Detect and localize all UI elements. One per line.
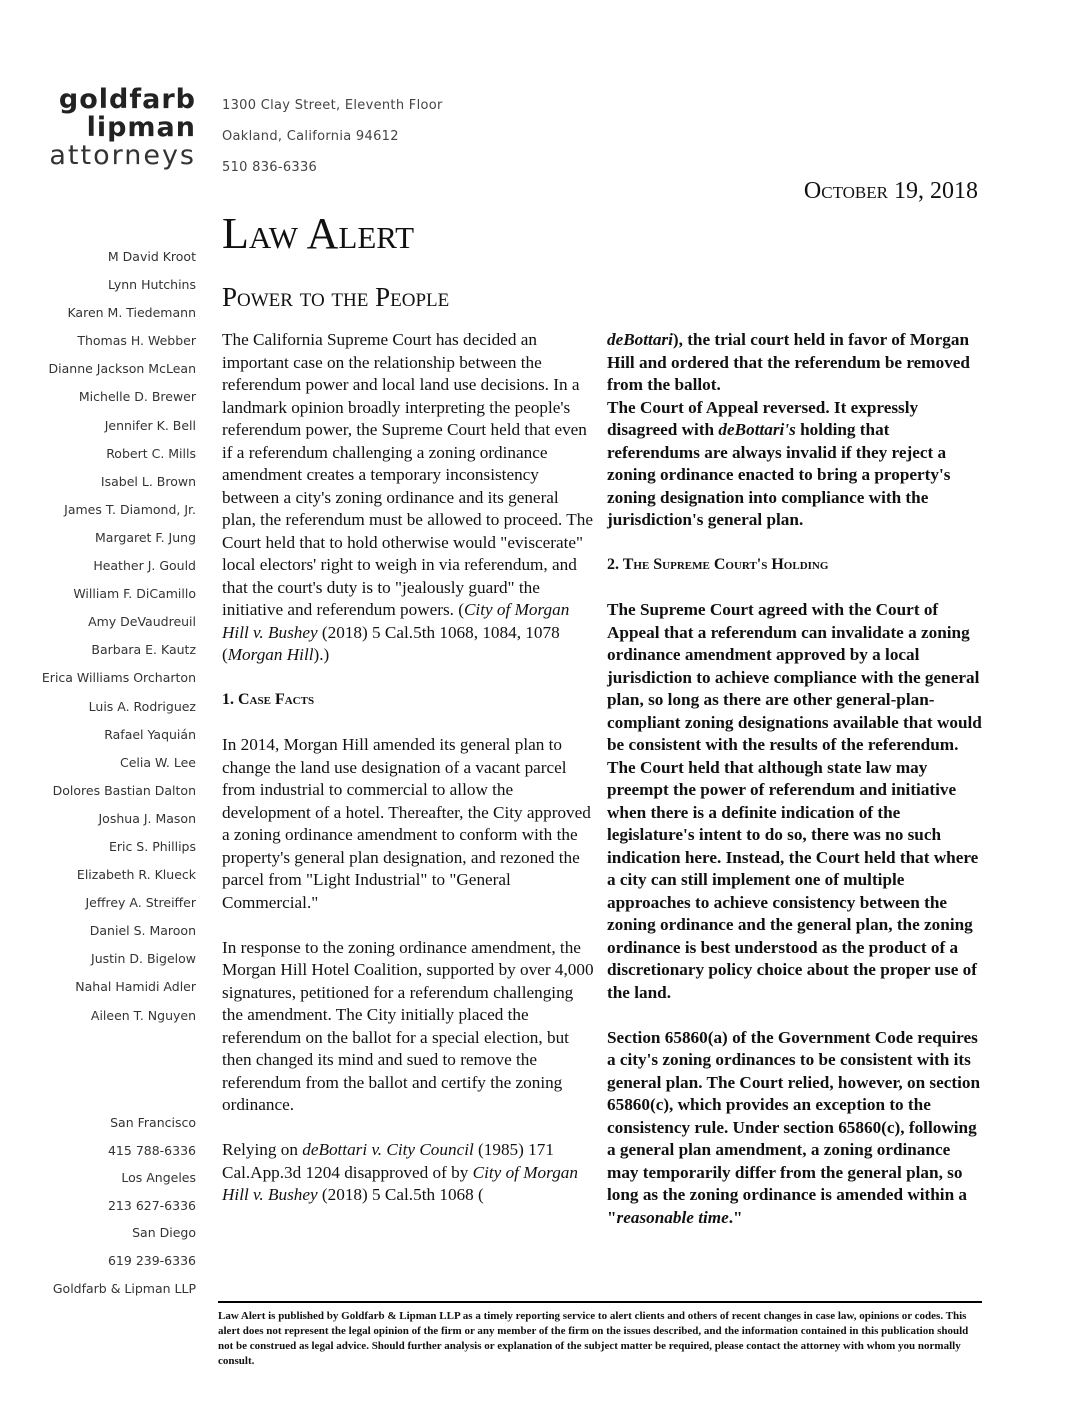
article-title: Power to the People xyxy=(222,282,450,312)
logo-attorneys: attorneys xyxy=(49,140,196,171)
attorney-name: Erica Williams Orcharton xyxy=(41,670,196,686)
attorney-name: Jeffrey A. Streiffer xyxy=(85,895,196,911)
attorney-name: Dolores Bastian Dalton xyxy=(52,782,196,798)
attorney-name: James T. Diamond, Jr. xyxy=(64,501,196,517)
attorney-name: William F. DiCamillo xyxy=(73,586,196,602)
attorney-name: Daniel S. Maroon xyxy=(89,923,196,939)
case-facts-paragraph-2: In response to the zoning ordinance amendment, the Morgan Hill Hotel Coalition, supported by over 4,000 signatures, petitioned for a referendum challenging the amendment. The City initially placed the referendum on the ballot for a special election, but then changed its mind and sued to remove the referendum from the ballot and certify the zoning ordinance. xyxy=(222,937,594,1114)
office-list xyxy=(0,1113,196,1306)
office-phone: 415 788-6336 xyxy=(107,1142,196,1158)
publication-date: October 19, 2018 xyxy=(803,178,978,204)
office-city: Los Angeles xyxy=(121,1170,196,1186)
address-street: 1300 Clay Street, Eleventh Floor xyxy=(222,98,443,113)
firm-name: Goldfarb & Lipman LLP xyxy=(52,1280,196,1296)
firm-logo xyxy=(30,86,196,170)
case-facts-paragraph-1: In 2014, Morgan Hill amended its general plan to change the land use designation of a vacant parcel from industrial to commercial to allow the development of a hotel. Thereafter, the City approved a zoning ordinance amendment to conform with the property's general plan designation, and rezoned the parcel from "Light Industrial" to "General Commercial." xyxy=(222,735,591,912)
attorney-name: Heather J. Gould xyxy=(93,558,196,574)
attorney-name: Eric S. Phillips xyxy=(108,838,196,854)
attorney-name: Rafael Yaquián xyxy=(104,726,196,742)
attorney-name: M David Kroot xyxy=(107,249,196,264)
attorney-name: Jennifer K. Bell xyxy=(104,417,196,433)
attorney-name: Justin D. Bigelow xyxy=(91,951,196,967)
attorney-name: Celia W. Lee xyxy=(120,754,196,770)
court-of-appeal-paragraph: The Court of Appeal reversed. It expressly disagreed with deBottari's holding that referendums are always invalid if they reject a zoning ordinance enacted to bring a property's zoning designation into compliance with the jurisdiction's general plan. xyxy=(607,397,951,529)
page-title: Law Alert xyxy=(222,209,415,258)
attorney-name: Dianne Jackson McLean xyxy=(48,361,196,377)
attorney-name: Barbara E. Kautz xyxy=(91,642,196,658)
attorney-name: Aileen T. Nguyen xyxy=(90,1007,196,1023)
intro-paragraph: The California Supreme Court has decided an important case on the relationship between the referendum power and local land use decisions. In a landmark opinion broadly interpreting the people's referendum power, the Supreme Court held that even if a referendum challenging a zoning ordinance amendment creates a temporary inconsistency between a city's zoning ordinance and its general plan, the referendum must be allowed to proceed. The Court held that to hold otherwise would "eviscerate" local electors' right to weigh in via referendum, and that the court's duty is to "jealously guard" the initiative and referendum powers. (City of Morgan Hill v. Bushey (2018) 5 Cal.5th 1068, 1084, 1078 (Morgan Hill).) xyxy=(222,330,593,664)
attorney-name: Lynn Hutchins xyxy=(108,277,196,293)
office-phone: 619 239-6336 xyxy=(107,1252,196,1268)
attorney-list xyxy=(0,247,196,1034)
holding-paragraph-2: Section 65860(a) of the Government Code requires a city's zoning ordinances to be consistent with its general plan. The Court relied, however, on section 65860(c), which provides an exception to the consistency rule. Under section 65860(c), following a general plan amendment, a zoning ordinance may temporarily differ from the general plan, so long as the zoning ordinance is amended within a "reasonable time." xyxy=(607,1027,981,1227)
office-city: San Diego xyxy=(132,1225,196,1241)
attorney-name: Thomas H. Webber xyxy=(77,333,196,349)
holding-paragraph-1: The Supreme Court agreed with the Court of Appeal that a referendum can invalidate a zoning ordinance amendment approved by a local jurisdiction to achieve compliance with the general plan, so long as there are other general-plan-compliant zoning designations available that would be consistent with the results of the referendum. The Court held that although state law may preempt the power of referendum and initiative when there is a definite indication of the legislature's intent to do so, there was no such indication here. Instead, the Court held that where a city can still implement one of multiple approaches to achieve consistency between the zoning ordinance and the general plan, the zoning ordinance is best understood as the product of a discretionary policy choice about the proper use of the land. xyxy=(607,600,982,1002)
office-phone: 213 627-6336 xyxy=(107,1197,196,1213)
address-phone: 510 836-6336 xyxy=(222,160,318,175)
case-facts-paragraph-3: Relying on deBottari v. City Council (1985) 171 Cal.App.3d 1204 disapproved of by City of Morgan Hill v. Bushey (2018) 5 Cal.5th 1068 ( xyxy=(222,1140,578,1204)
article-column-left xyxy=(222,329,594,1207)
attorney-name: Margaret F. Jung xyxy=(95,529,196,545)
logo-lipman: lipman xyxy=(86,112,196,143)
section-heading-holding: 2. The Supreme Court's Holding xyxy=(607,556,829,573)
case-facts-paragraph-3-cont: deBottari), the trial court held in favor of Morgan Hill and ordered that the referendum be removed from the ballot. xyxy=(607,330,970,394)
article-column-right xyxy=(607,329,982,1252)
firm-address xyxy=(222,96,443,189)
section-heading-case-facts: 1. Case Facts xyxy=(222,691,315,708)
attorney-name: Joshua J. Mason xyxy=(98,810,196,826)
footer-disclaimer: Law Alert is published by Goldfarb & Lipman LLP as a timely reporting service to alert clients and others of recent changes in case law, opinions or codes. This alert does not represent the legal opinion of the firm or any member of the firm on the issues described, and the information contained in this publication should not be construed as legal advice. Should further analysis or explanation of the subject matter be required, please contact the attorney with whom you normally consult. xyxy=(218,1301,982,1369)
attorney-name: Robert C. Mills xyxy=(106,445,196,461)
case-citation: City of Morgan Hill v. Bushey xyxy=(222,600,570,642)
attorney-name: Isabel L. Brown xyxy=(100,473,196,489)
attorney-name: Nahal Hamidi Adler xyxy=(75,979,196,995)
attorney-name: Elizabeth R. Klueck xyxy=(76,867,196,883)
logo-goldfarb: goldfarb xyxy=(58,84,196,115)
address-city: Oakland, California 94612 xyxy=(222,129,399,144)
attorney-name: Michelle D. Brewer xyxy=(78,389,196,405)
office-city: San Francisco xyxy=(110,1115,196,1130)
attorney-name: Karen M. Tiedemann xyxy=(67,305,196,321)
attorney-name: Luis A. Rodriguez xyxy=(88,698,196,714)
case-short-name: Morgan Hill xyxy=(227,645,314,664)
attorney-name: Amy DeVaudreuil xyxy=(88,614,196,630)
